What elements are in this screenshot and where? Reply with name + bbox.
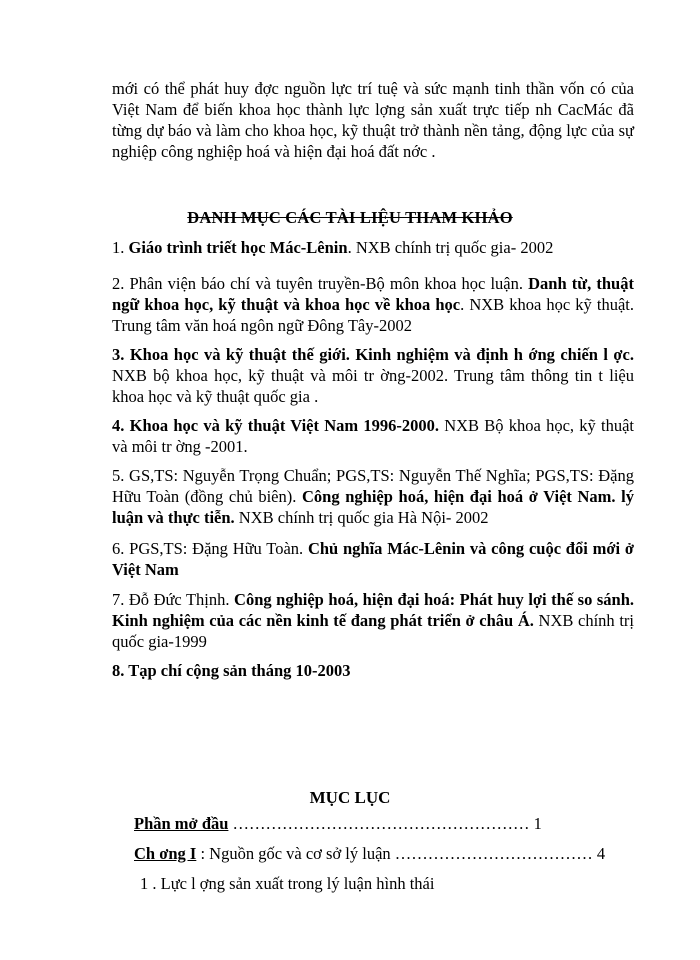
toc-entry[interactable] xyxy=(134,843,605,865)
ref-title: Danh từ, thuật ngữ khoa học, kỹ thuật và khoa học về khoa học xyxy=(112,274,634,314)
toc-page-number: 1 xyxy=(533,814,542,833)
toc-subentry[interactable] xyxy=(140,873,434,895)
ref-title: Giáo trình triết học Mác-Lênin xyxy=(128,238,348,257)
reference-item xyxy=(112,273,634,336)
ref-publisher: NXB chính trị quốc gia-1999 xyxy=(112,611,634,651)
ref-title: Công nghiệp hoá, hiện đại hoá: Phát huy lợi thế so sánh. Kinh nghiệm của các nền kinh tế đang phát triển ở châu Á. xyxy=(112,590,634,630)
ref-publisher: NXB bộ khoa học, kỹ thuật và môi tr ờng-2002. Trung tâm thông tin t liệu khoa học và kỹ thuật quốc gia . xyxy=(112,366,634,406)
intro-line: mới có thể phát huy đợc nguồn lực trí tuệ và sức mạnh tinh thần vốn có của xyxy=(112,79,634,98)
reference-item xyxy=(112,237,634,258)
intro-paragraph xyxy=(112,78,634,162)
ref-author: 2. Phân viện báo chí và tuyên truyền-Bộ môn khoa học luận. xyxy=(112,274,529,293)
intro-line: Việt Nam để biến khoa học thành lực lợng sản xuất trực tiếp nh CacMác đã xyxy=(112,100,634,119)
ref-author: 6. PGS,TS: Đặng Hữu Toàn. xyxy=(112,539,308,558)
toc-entry-label: : Nguồn gốc và cơ sở lý luận xyxy=(196,844,395,863)
toc-page-number: 4 xyxy=(596,844,606,863)
toc-leader: ……………………………… xyxy=(394,844,597,863)
references-heading: DANH MỤC CÁC TÀI LIỆU THAM KHẢO xyxy=(187,208,513,227)
ref-title: 4. Khoa học và kỹ thuật Việt Nam 1996-2000. xyxy=(112,416,439,435)
ref-number: 1. xyxy=(112,238,129,257)
ref-publisher: . NXB chính trị quốc gia- 2002 xyxy=(347,238,554,257)
reference-item xyxy=(112,660,634,681)
reference-item xyxy=(112,538,634,580)
toc-entry-title[interactable]: Ch ơng I xyxy=(134,844,197,863)
ref-author: 7. Đỗ Đức Thịnh. xyxy=(112,590,235,609)
toc-entry-title[interactable]: Phần mở đầu xyxy=(134,814,229,833)
ref-author: 5. GS,TS: Nguyễn Trọng Chuẩn; PGS,TS: Nguyễn Thế Nghĩa; PGS,TS: Đặng Hữu Toàn (đồng chủ biên). xyxy=(112,466,634,506)
intro-line: từng dự báo và làm cho khoa học, kỹ thuật trở thành nền tảng, động lực của sự xyxy=(112,121,634,140)
reference-item xyxy=(112,415,634,457)
reference-item xyxy=(112,589,634,652)
ref-title: 8. Tạp chí cộng sản tháng 10-2003 xyxy=(112,661,351,680)
ref-title: Chủ nghĩa Mác-Lênin và công cuộc đổi mới ở Việt Nam xyxy=(112,539,634,579)
ref-title: Công nghiệp hoá, hiện đại hoá ở Việt Nam. lý luận và thực tiễn. xyxy=(112,487,634,527)
toc-entry[interactable] xyxy=(134,813,542,835)
reference-item xyxy=(112,344,634,407)
ref-publisher: . NXB khoa học kỹ thuật. Trung tâm văn hoá ngôn ngữ Đông Tây-2002 xyxy=(112,295,635,335)
intro-line: nghiệp công nghiệp hoá và hiện đại hoá đất nớc . xyxy=(112,142,436,161)
toc-heading: MỤC LỤC xyxy=(309,788,391,807)
reference-item xyxy=(112,465,634,528)
toc-subentry-text[interactable]: 1 . Lực l ợng sản xuất trong lý luận hình thái xyxy=(140,874,435,893)
toc-leader: ……………………………………………… xyxy=(228,814,534,833)
ref-publisher: NXB Bộ khoa học, kỹ thuật và môi tr ờng -2001. xyxy=(112,416,635,456)
ref-title: 3. Khoa học và kỹ thuật thế giới. Kinh nghiệm và định h ớng chiến l ợc. xyxy=(112,345,634,364)
ref-publisher: NXB chính trị quốc gia Hà Nội- 2002 xyxy=(234,508,489,527)
